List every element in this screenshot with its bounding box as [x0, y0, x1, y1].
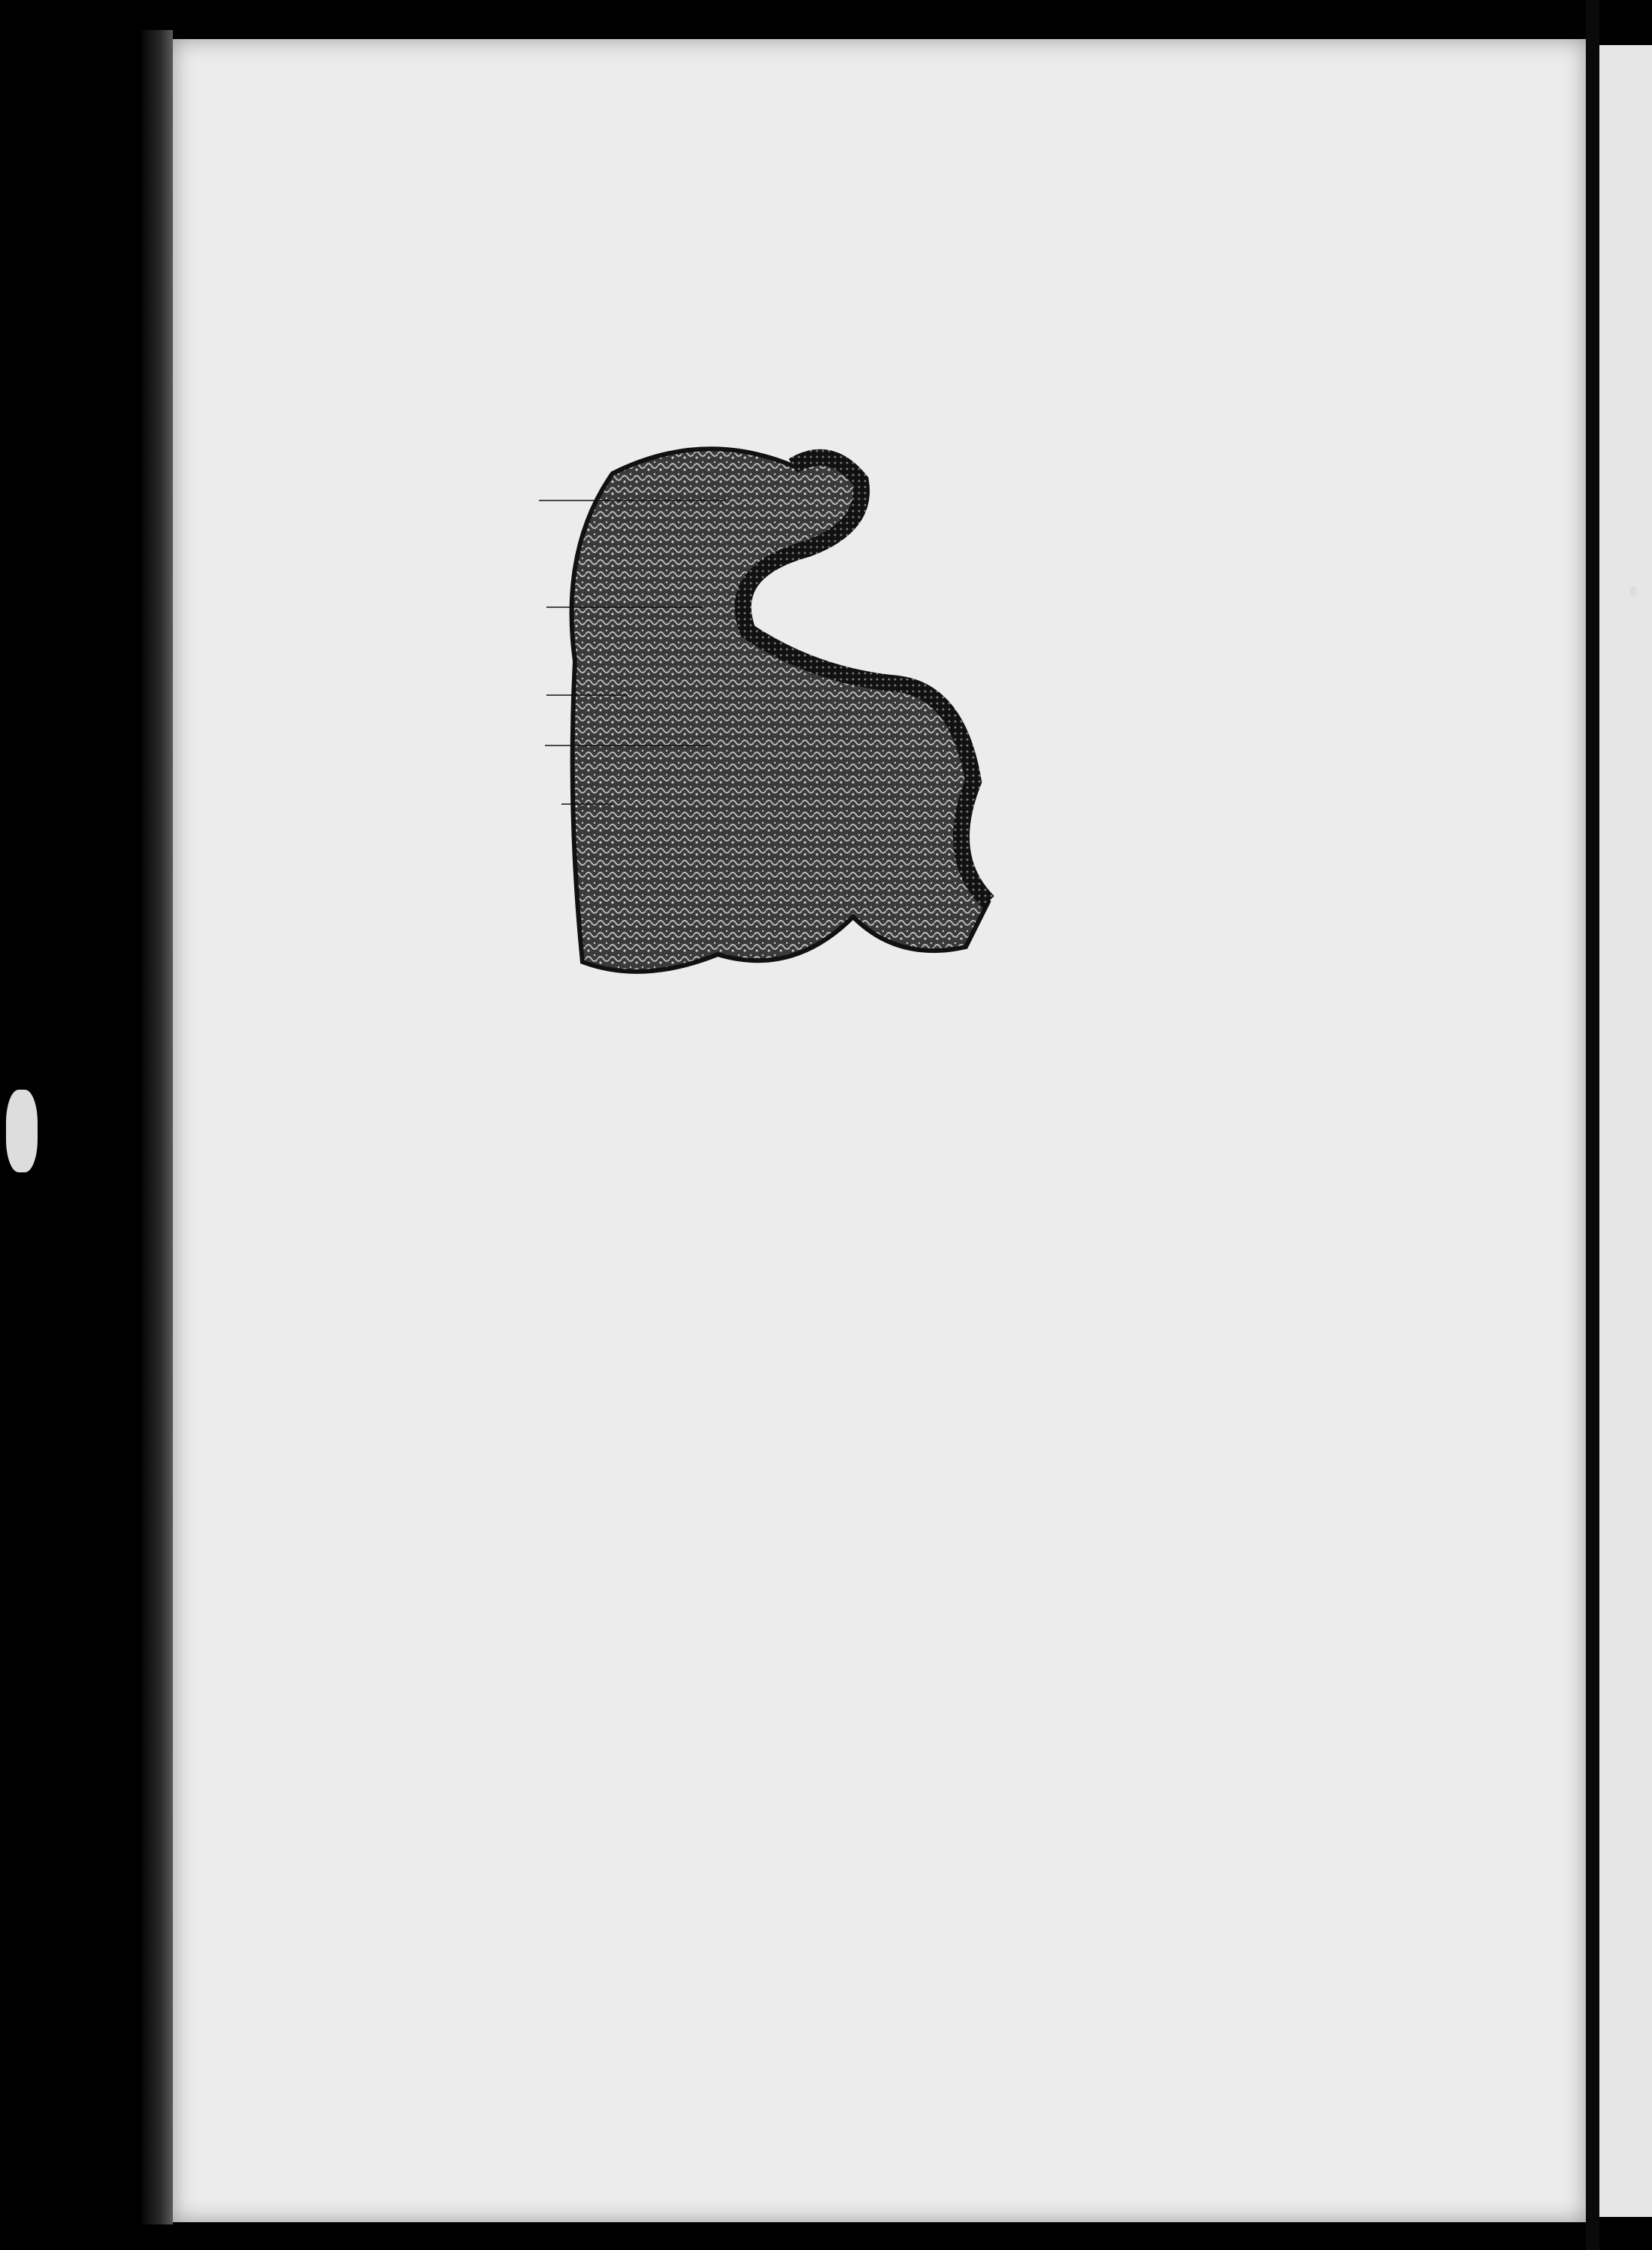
scan-artifact [6, 1090, 38, 1172]
book-gutter-right [1586, 0, 1599, 2250]
tissue-section [572, 449, 988, 972]
book-page [173, 39, 1586, 2222]
page-header [372, 188, 1421, 225]
book-gutter-left [141, 30, 173, 2224]
figure-illustration [477, 436, 1048, 984]
next-page-edge [1599, 45, 1652, 2217]
page-speck [1629, 586, 1637, 597]
